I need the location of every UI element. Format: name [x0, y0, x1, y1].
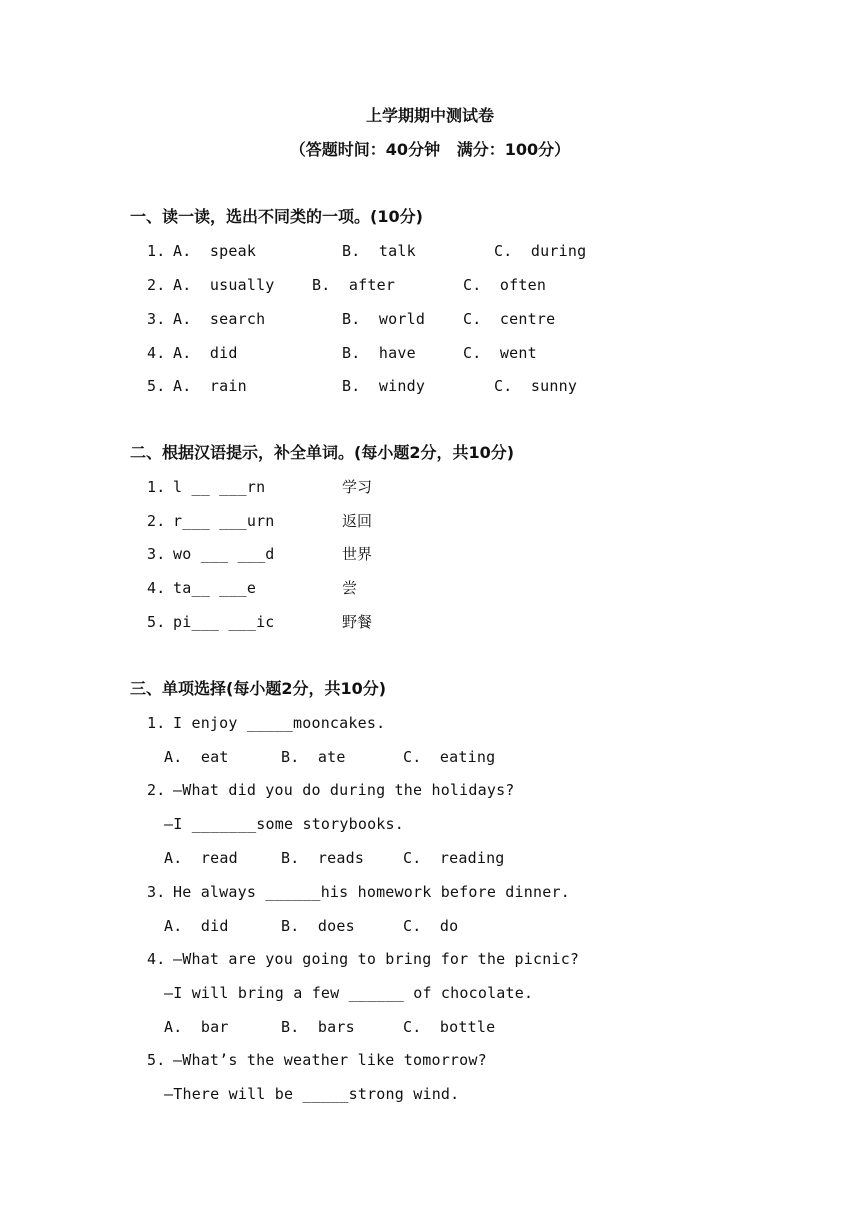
- option-c: C. eating: [403, 748, 496, 766]
- option-a: A. rain: [173, 377, 247, 395]
- option-b: B. bars: [281, 1018, 355, 1036]
- option-b: B. ate: [281, 748, 346, 766]
- chinese-hint: 学习: [342, 478, 373, 496]
- option-c: C. often: [463, 276, 547, 294]
- section3-heading: 三、单项选择(每小题2分，共10分): [130, 679, 387, 698]
- option-c: C. reading: [403, 849, 505, 867]
- chinese-hint: 野餐: [342, 613, 373, 631]
- item-number: 2.: [147, 512, 166, 530]
- option-b: B. have: [342, 344, 416, 362]
- item-number: 1.: [147, 714, 166, 732]
- option-c: C. went: [463, 344, 537, 362]
- option-a: A. read: [164, 849, 238, 867]
- option-a: A. did: [164, 917, 229, 935]
- item-number: 5.: [147, 1051, 166, 1069]
- option-a: A. did: [173, 344, 238, 362]
- option-c: C. bottle: [403, 1018, 496, 1036]
- option-b: B. after: [312, 276, 396, 294]
- option-c: C. during: [494, 242, 587, 260]
- section1-heading: 一、读一读，选出不同类的一项。(10分): [130, 207, 423, 226]
- chinese-hint: 尝: [342, 579, 358, 597]
- option-b: B. reads: [281, 849, 365, 867]
- option-a: A. speak: [173, 242, 257, 260]
- item-number: 2.: [147, 781, 166, 799]
- section2-heading: 二、根据汉语提示，补全单词。(每小题2分，共10分): [130, 443, 515, 462]
- item-number: 3.: [147, 310, 166, 328]
- question-stem: He always ______his homework before dinner.: [173, 883, 570, 901]
- item-number: 4.: [147, 950, 166, 968]
- dialogue-line: —I will bring a few ______ of chocolate.: [164, 984, 534, 1002]
- item-number: 3.: [147, 883, 166, 901]
- dialogue-line: —I _______some storybooks.: [164, 815, 404, 833]
- page-subtitle: （答题时间：40分钟 满分：100分）: [289, 140, 571, 159]
- item-number: 1.: [147, 242, 166, 260]
- item-number: 4.: [147, 579, 166, 597]
- dialogue-line: —What’s the weather like tomorrow?: [173, 1051, 487, 1069]
- chinese-hint: 返回: [342, 512, 373, 530]
- word-blank: pi___ ___ic: [173, 613, 275, 631]
- page-title: 上学期期中测试卷: [365, 106, 494, 125]
- option-a: A. search: [173, 310, 266, 328]
- word-blank: l __ ___rn: [173, 478, 266, 496]
- option-a: A. usually: [173, 276, 275, 294]
- option-b: B. windy: [342, 377, 426, 395]
- item-number: 1.: [147, 478, 166, 496]
- dialogue-line: —What did you do during the holidays?: [173, 781, 515, 799]
- item-number: 3.: [147, 545, 166, 563]
- option-a: A. bar: [164, 1018, 229, 1036]
- option-a: A. eat: [164, 748, 229, 766]
- item-number: 5.: [147, 377, 166, 395]
- option-c: C. centre: [463, 310, 556, 328]
- word-blank: wo ___ ___d: [173, 545, 275, 563]
- option-c: C. do: [403, 917, 459, 935]
- chinese-hint: 世界: [342, 545, 373, 563]
- option-c: C. sunny: [494, 377, 578, 395]
- item-number: 2.: [147, 276, 166, 294]
- option-b: B. world: [342, 310, 426, 328]
- item-number: 4.: [147, 344, 166, 362]
- word-blank: r___ ___urn: [173, 512, 275, 530]
- item-number: 5.: [147, 613, 166, 631]
- dialogue-line: —What are you going to bring for the picnic?: [173, 950, 580, 968]
- word-blank: ta__ ___e: [173, 579, 257, 597]
- dialogue-line: —There will be _____strong wind.: [164, 1085, 460, 1103]
- option-b: B. does: [281, 917, 355, 935]
- question-stem: I enjoy _____mooncakes.: [173, 714, 386, 732]
- option-b: B. talk: [342, 242, 416, 260]
